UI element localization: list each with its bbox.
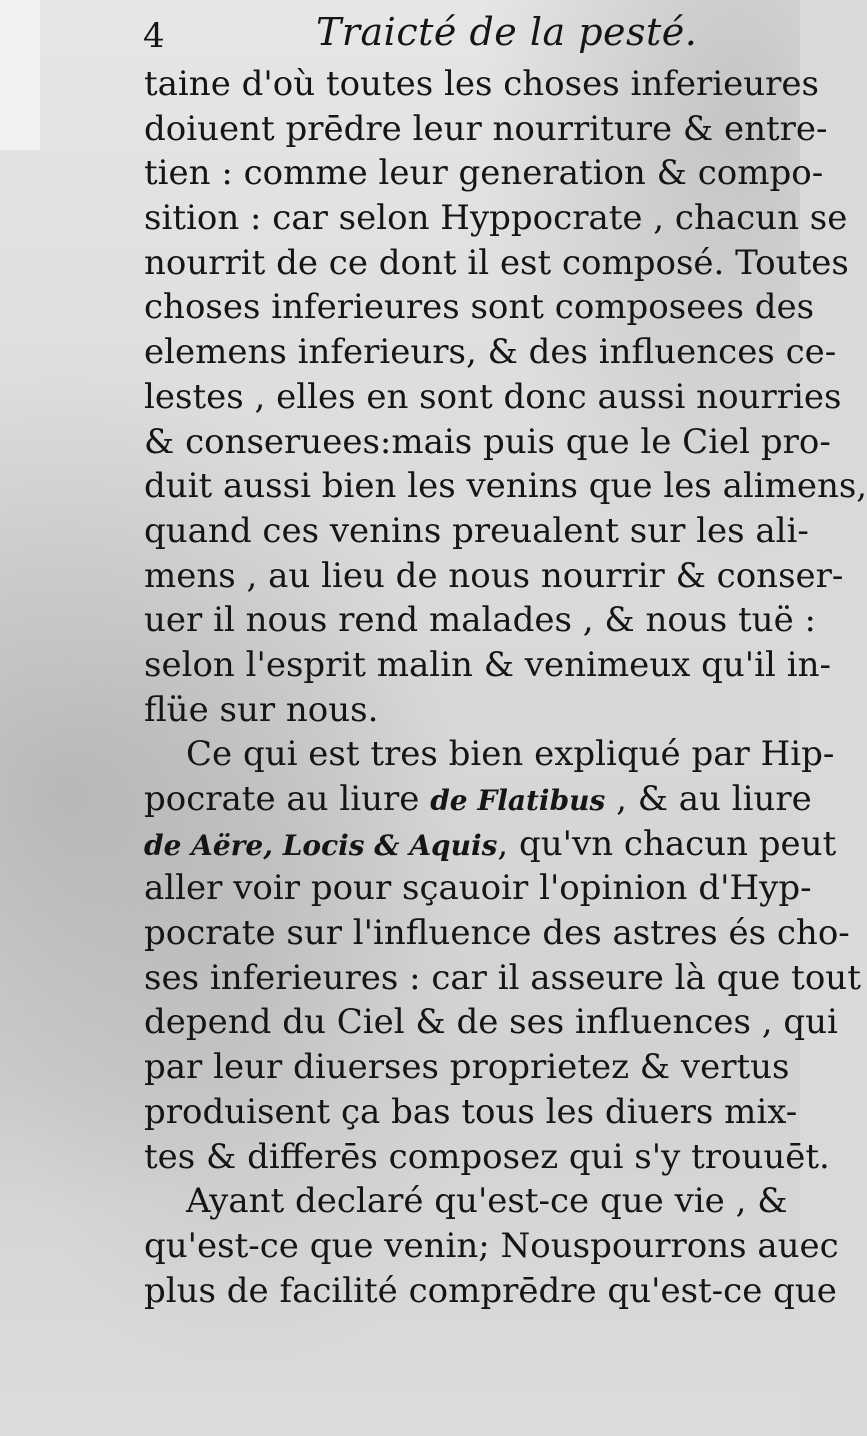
paragraph-first-line: Ayant declaré qu'est-ce que vie , & [186,1181,788,1222]
text-line: depend du Ciel & de ses influences , qui [144,1002,838,1043]
text-line: pocrate sur l'influence des astres és cho- [144,913,850,954]
running-title: Traicté de la pesté. [316,10,698,54]
text-line: flüe sur nous. [144,689,379,730]
text-line: sition : car selon Hyppocrate , chacun se [144,198,848,239]
text-line: & conseruees:mais puis que le Ciel pro- [144,421,831,462]
text-line: duit aussi bien les venins que les alimens, [144,466,867,507]
text-line: taine d'où toutes les choses inferieures [144,64,819,104]
text-line: tien : comme leur generation & compo- [144,153,824,194]
book-title-italic: de Flatibus [430,784,606,817]
page-number: 4 [143,16,165,56]
text-line: ses inferieures : car il asseure là que tout [144,957,861,998]
text-line: aller voir pour sçauoir l'opinion d'Hyp- [144,868,812,909]
text-line: tes & differēs composez qui s'y trouuēt. [144,1136,830,1177]
text-line: par leur diuerses proprietez & vertus [144,1047,790,1088]
text-line-with-title [144,822,837,867]
text-segment: pocrate au liure [144,779,431,819]
text-segment: , qu'vn chacun peut [497,823,837,864]
body-text [144,62,867,1313]
text-line: qu'est-ce que venin; Nouspourrons auec [144,1225,839,1266]
page-header [0,6,800,58]
book-title-italic: de Aëre, Locis & Aquis [144,828,498,862]
text-line: nourrit de ce dont il est composé. Toutes [144,242,849,283]
text-line: elemens inferieurs, & des influences ce- [144,332,837,373]
text-line: lestes , elles en sont donc aussi nourries [144,376,842,417]
paragraph-first-line: Ce qui est tres bien expliqué par Hip- [186,734,835,775]
text-line: doiuent prēdre leur nourriture & entre- [144,108,828,149]
text-line: mens , au lieu de nous nourrir & conser- [144,555,844,596]
text-line: plus de facilité comprēdre qu'est-ce que [144,1270,837,1311]
text-line: quand ces venins preualent sur les ali- [144,510,809,551]
text-segment: , & au liure [605,779,812,819]
text-line: uer il nous rend malades , & nous tuë : [144,600,816,641]
text-line: choses inferieures sont composees des [144,287,815,328]
text-line-with-title [144,777,812,822]
text-line: produisent ça bas tous les diuers mix- [144,1091,798,1132]
text-line: selon l'esprit malin & venimeux qu'il in- [144,644,831,685]
